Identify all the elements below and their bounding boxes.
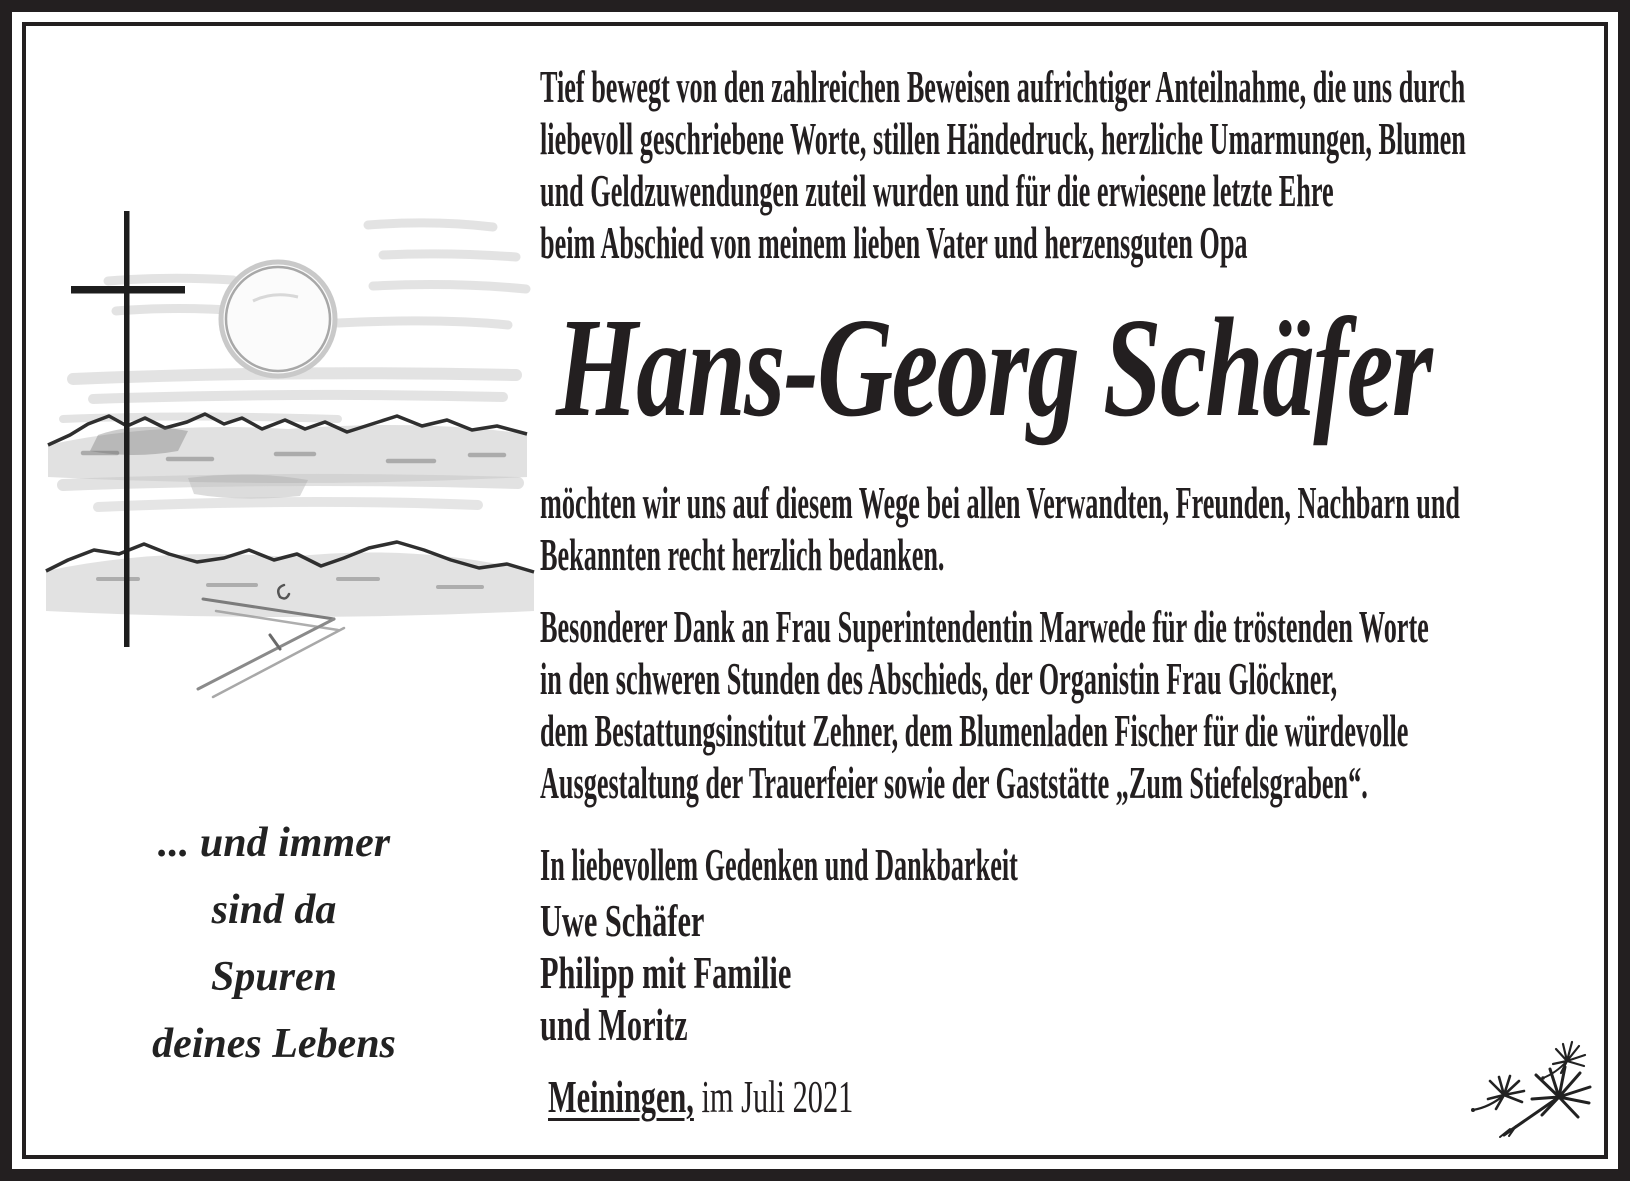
special-thanks-line: in den schweren Stunden des Abschieds, der Organistin Frau Glöckner, [540, 653, 1338, 704]
special-thanks-line: dem Bestattungsinstitut Zehner, dem Blumenladen Fischer für die würdevolle [540, 705, 1409, 756]
mourner-name: und Moritz [540, 999, 688, 1050]
closing-line: In liebevollem Gedenken und Dankbarkeit [540, 839, 1018, 890]
special-thanks-line: Ausgestaltung der Trauerfeier sowie der Gaststätte „Zum Stiefelsgraben“. [540, 757, 1368, 808]
intro-paragraph [540, 62, 1630, 270]
thanks-line: möchten wir uns auf diesem Wege bei allen Verwandten, Freunden, Nachbarn und [540, 477, 1460, 528]
water-band-sketch [63, 474, 518, 507]
mourners-list [540, 896, 921, 1052]
poem-line: sind da [211, 887, 337, 933]
thanks-paragraph [540, 478, 1630, 582]
special-thanks-line: Besonderer Dank an Frau Superintendentin Marwede für die tröstenden Worte [540, 601, 1429, 652]
deceased-name: Hans-Georg Schäfer [556, 288, 1432, 446]
date-label: im Juli 2021 [701, 1071, 854, 1122]
mourner-name: Philipp mit Familie [540, 947, 792, 998]
intro-line: Tief bewegt von den zahlreichen Beweisen aufrichtiger Anteilnahme, die uns durch [540, 61, 1466, 112]
dandelion-seed-medium [1471, 1076, 1524, 1112]
deceased-name-heading [556, 288, 1630, 446]
poem-line: ... und immer [157, 820, 391, 866]
thanks-line: Bekannten recht herzlich bedanken. [540, 529, 945, 580]
place-date-line [548, 1072, 1011, 1122]
poem-line: Spuren [210, 954, 338, 1000]
closing-line-block [540, 840, 1378, 892]
place-label: Meiningen, [548, 1071, 694, 1122]
cross-sunset-landscape-sketch-illustration [38, 183, 543, 703]
mountain-ridge-near-sketch [46, 542, 534, 617]
dandelion-seeds-icon [1466, 1033, 1606, 1143]
special-thanks-paragraph [540, 602, 1630, 810]
mourner-name: Uwe Schäfer [540, 895, 705, 946]
intro-line: liebevoll geschriebene Worte, stillen Händedruck, herzliche Umarmungen, Blumen [540, 113, 1466, 164]
memorial-poem [118, 810, 430, 1078]
intro-line: beim Abschied von meinem lieben Vater und herzensguten Opa [540, 217, 1248, 268]
mountain-ridge-far-sketch [48, 414, 527, 483]
intro-line: und Geldzuwendungen zuteil wurden und für die erwiesene letzte Ehre [540, 165, 1334, 216]
poem-line: deines Lebens [152, 1021, 396, 1067]
sun-icon [221, 262, 335, 376]
